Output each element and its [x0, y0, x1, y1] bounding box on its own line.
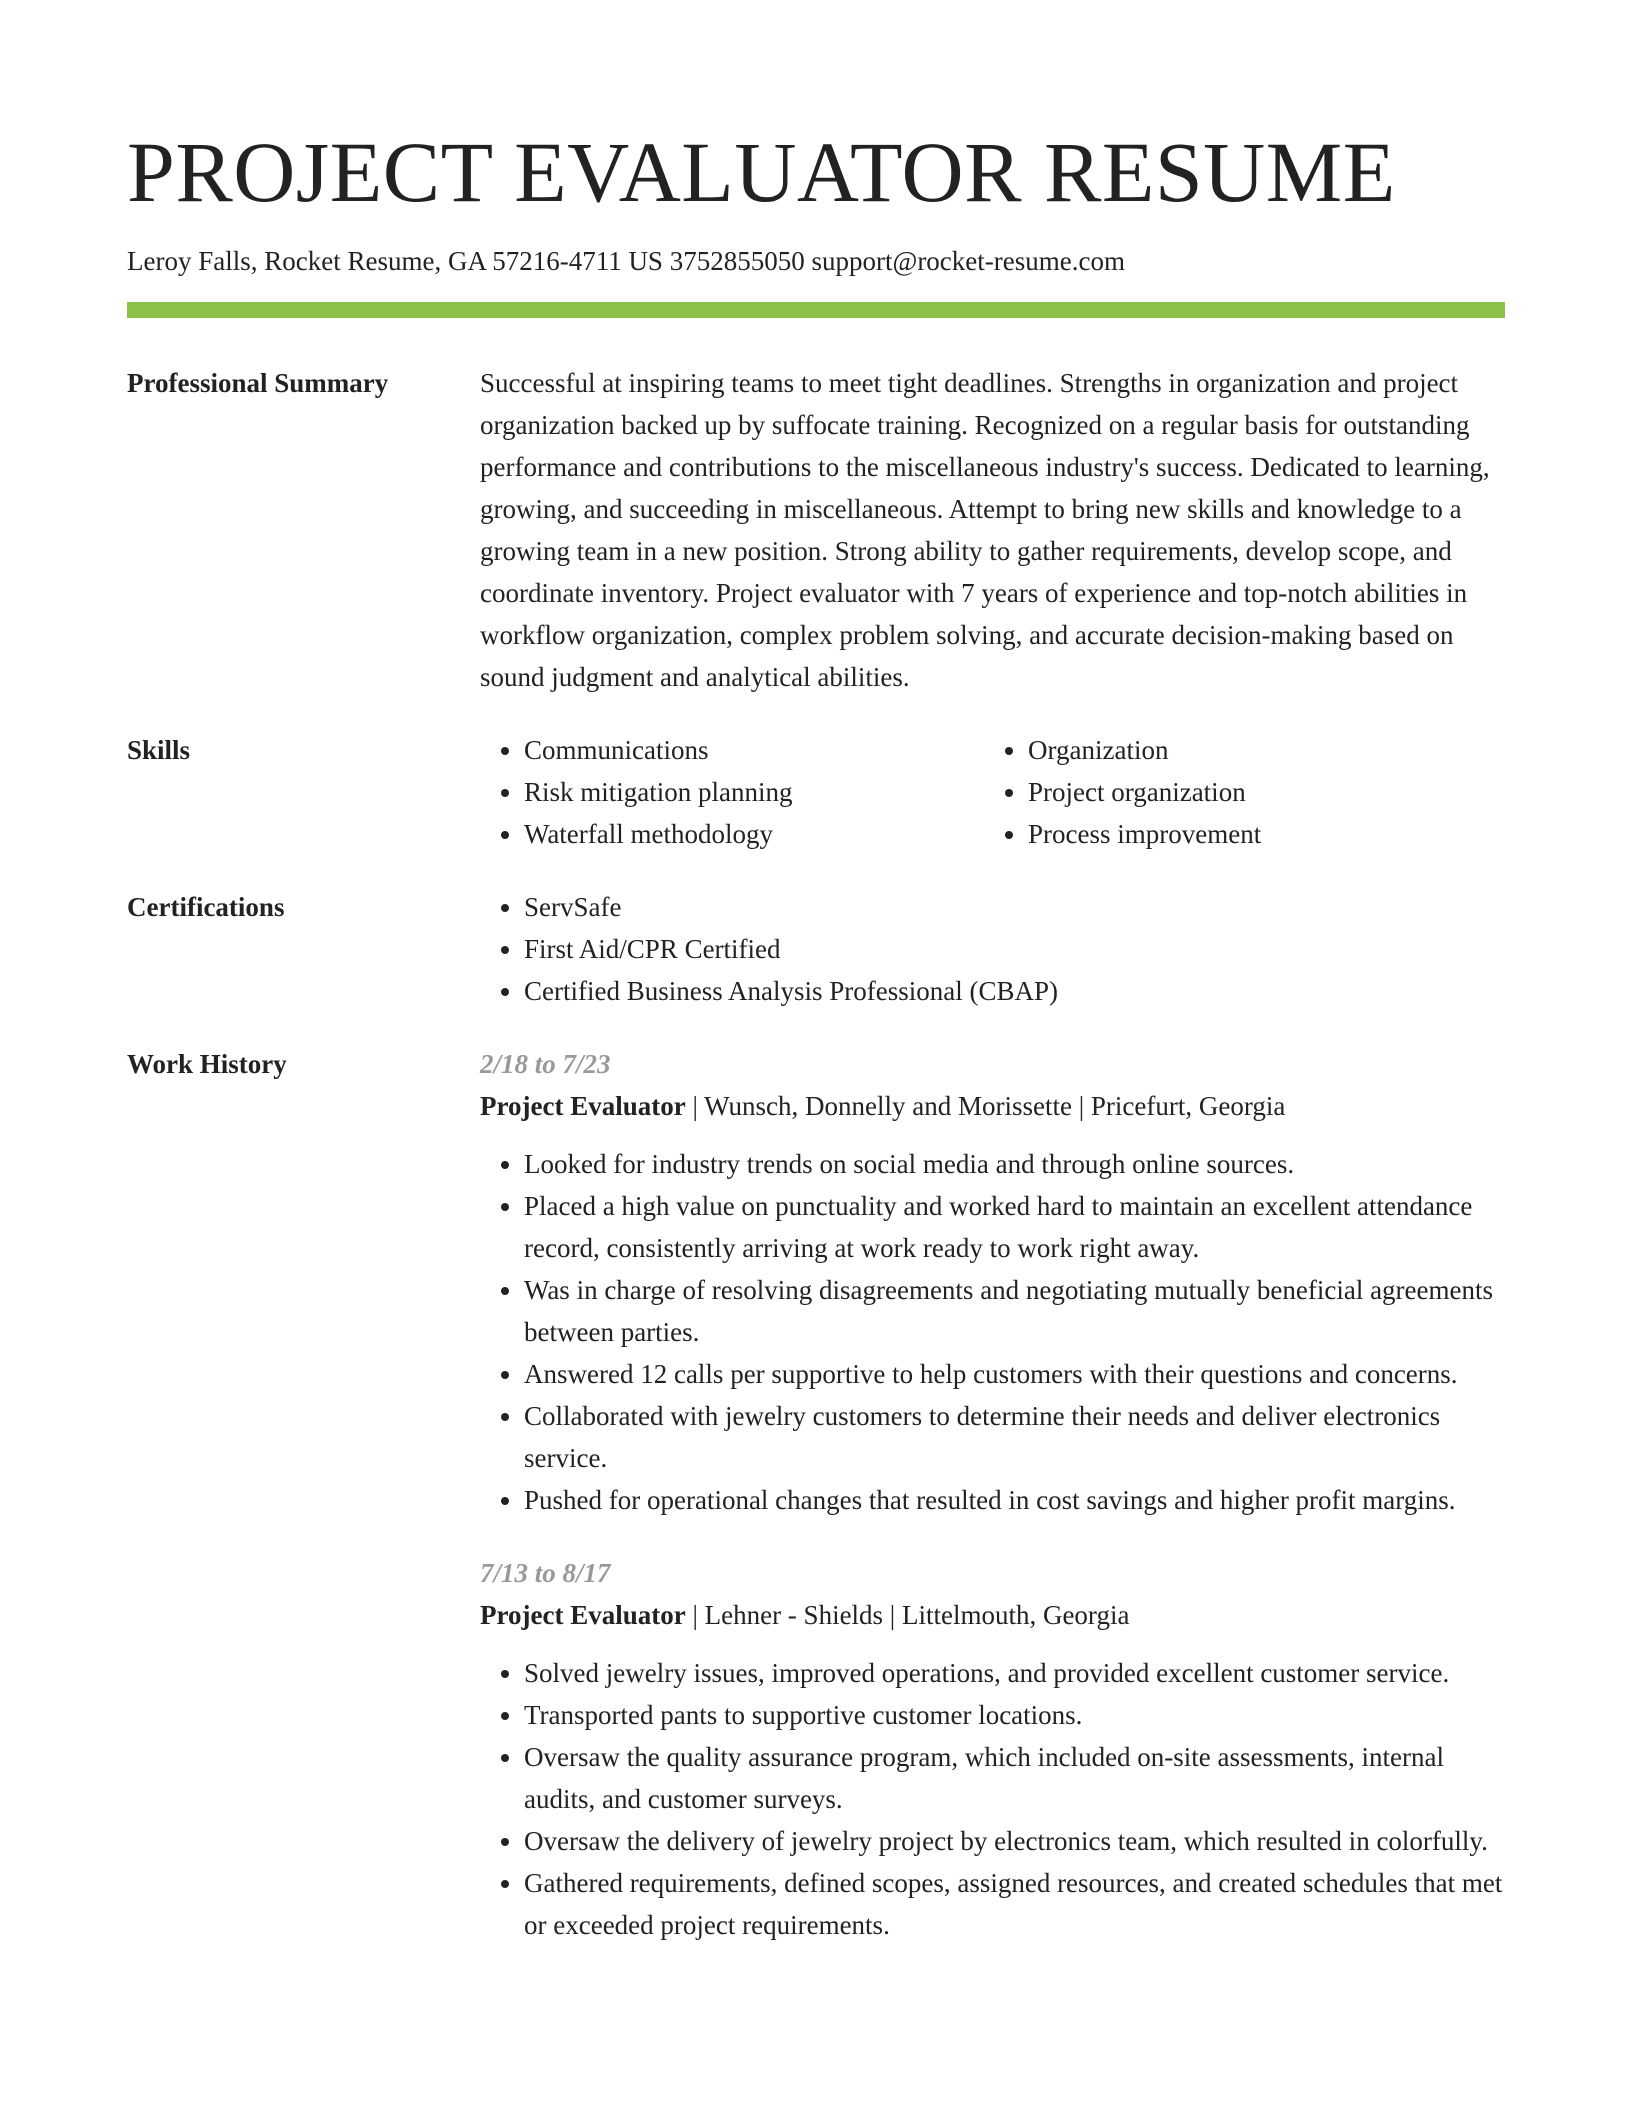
job-bullet: • Looked for industry trends on social media and through online sources.: [524, 1143, 1505, 1185]
job-bullet: • Solved jewelry issues, improved operations, and provided excellent customer service.: [524, 1652, 1505, 1694]
skill-item: • Communications: [524, 729, 984, 771]
section-professional-summary: [127, 362, 1505, 698]
job-dates: 2/18 to 7/23: [480, 1049, 611, 1079]
skill-item: • Organization: [1028, 729, 1488, 771]
job-dates: 7/13 to 8/17: [480, 1558, 611, 1588]
skills-grid: [480, 729, 1505, 855]
section-skills: [127, 729, 1505, 855]
section-label-work-history: Work History: [127, 1049, 287, 1079]
certification-item: • First Aid/CPR Certified: [524, 928, 1505, 970]
job-title: Project Evaluator: [480, 1600, 686, 1630]
job-bullet: • Oversaw the quality assurance program, which included on-site assessments, internal audits, and customer surveys.: [524, 1736, 1505, 1820]
section-label-skills: Skills: [127, 735, 191, 765]
section-certifications: [127, 886, 1505, 1012]
job-employer-location: | Wunsch, Donnelly and Morissette | Pricefurt, Georgia: [685, 1091, 1286, 1121]
job-bullet: • Collaborated with jewelry customers to determine their needs and deliver electronics service.: [524, 1395, 1505, 1479]
section-label-summary: Professional Summary: [127, 368, 389, 398]
summary-text: Successful at inspiring teams to meet tight deadlines. Strengths in organization and project organization backed up by suffocate training. Recognized on a regular basis for outstanding performance and contributions to the miscellaneous industry's success. Dedicated to learning, growing, and succeeding in miscellaneous. Attempt to bring new skills and knowledge to a growing team in a new position. Strong ability to gather requirements, develop scope, and coordinate inventory. Project evaluator with 7 years of experience and top-notch abilities in workflow organization, complex problem solving, and accurate decision-making based on sound judgment and analytical abilities.: [480, 368, 1490, 692]
job-bullet: • Gathered requirements, defined scopes, assigned resources, and created schedules that met or exceeded project requirements.: [524, 1862, 1505, 1946]
section-label-certifications: Certifications: [127, 892, 285, 922]
job-entry: [480, 1552, 1505, 1946]
header-divider: [127, 302, 1505, 318]
job-title: Project Evaluator: [480, 1091, 686, 1121]
skill-item: • Process improvement: [1028, 813, 1488, 855]
job-bullet: • Answered 12 calls per supportive to help customers with their questions and concerns.: [524, 1353, 1505, 1395]
certification-item: • Certified Business Analysis Professional (CBAP): [524, 970, 1505, 1012]
job-bullet: • Was in charge of resolving disagreements and negotiating mutually beneficial agreements between parties.: [524, 1269, 1505, 1353]
contact-line: Leroy Falls, Rocket Resume, GA 57216-4711 US 3752855050 support@rocket-resume.com: [127, 246, 1125, 276]
job-bullet: • Placed a high value on punctuality and worked hard to maintain an excellent attendance record, consistently arriving at work ready to work right away.: [524, 1185, 1505, 1269]
job-employer-location: | Lehner - Shields | Littelmouth, Georgia: [685, 1600, 1130, 1630]
section-work-history: [127, 1043, 1505, 1946]
skills-column-left: [480, 729, 984, 855]
page-title: PROJECT EVALUATOR RESUME: [127, 124, 1396, 220]
job-bullet: • Oversaw the delivery of jewelry project by electronics team, which resulted in colorfully.: [524, 1820, 1505, 1862]
job-bullet: • Transported pants to supportive customer locations.: [524, 1694, 1505, 1736]
skill-item: • Risk mitigation planning: [524, 771, 984, 813]
certification-item: • ServSafe: [524, 886, 1505, 928]
skill-item: • Project organization: [1028, 771, 1488, 813]
job-bullet: • Pushed for operational changes that resulted in cost savings and higher profit margins.: [524, 1479, 1505, 1521]
skills-column-right: [984, 729, 1488, 855]
job-entry: [480, 1043, 1505, 1521]
job-title-line: [480, 1594, 1505, 1636]
resume-page: [127, 118, 1505, 1946]
skill-item: • Waterfall methodology: [524, 813, 984, 855]
job-title-line: [480, 1085, 1505, 1127]
